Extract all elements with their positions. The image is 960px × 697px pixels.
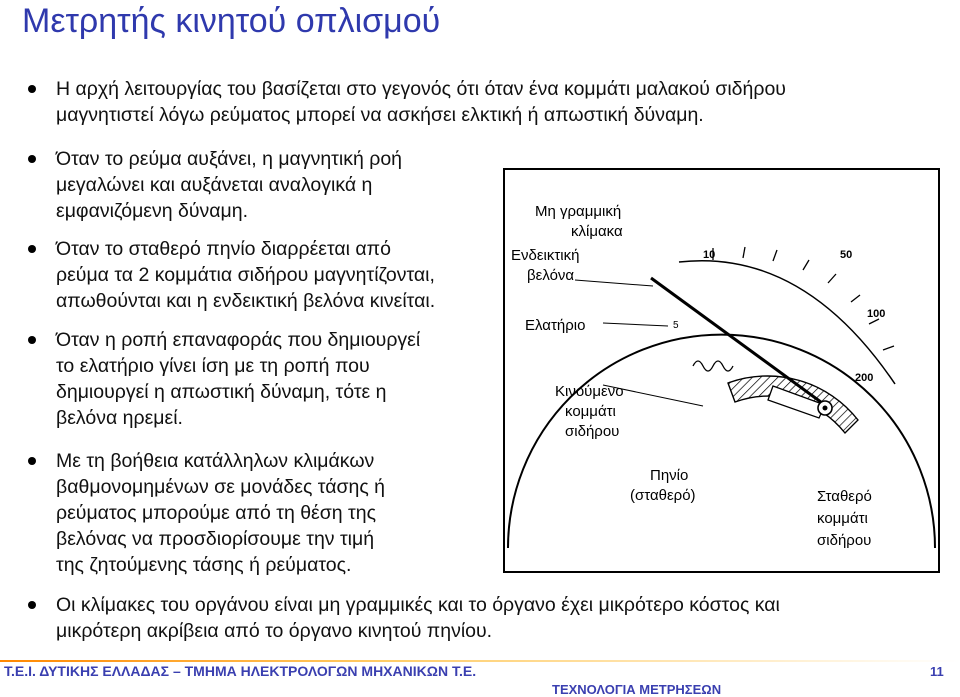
bullet-line: βελόνας να προσδιορίσουμε την τιμή bbox=[56, 528, 375, 550]
bullet-line: απωθούνται και η ενδεικτική βελόνα κινείται. bbox=[56, 290, 436, 312]
bullet-line: το ελατήριο γίνει ίση με τη ροπή που bbox=[56, 355, 370, 377]
label-pointer-line2: βελόνα bbox=[527, 267, 575, 284]
footer-institution: Τ.Ε.Ι. ΔΥΤΙΚΗΣ ΕΛΛΑΔΑΣ – ΤΜΗΜΑ ΗΛΕΚΤΡΟΛΟΓΩΝ ΜΗΧΑΝΙΚΩΝ Τ.Ε. bbox=[4, 663, 477, 679]
label-fixed-iron-line2: κομμάτι bbox=[817, 510, 868, 527]
bullet-3 bbox=[56, 236, 435, 314]
bullet-6 bbox=[56, 592, 780, 644]
scale-label-200: 200 bbox=[855, 372, 874, 384]
bullet-line: Οι κλίμακες του οργάνου είναι μη γραμμικές και το όργανο έχει μικρότερο κόστος και bbox=[56, 594, 780, 616]
scale-label-100: 100 bbox=[867, 308, 886, 320]
bullet-2 bbox=[56, 146, 402, 224]
scale-label-10: 10 bbox=[703, 249, 716, 261]
bullet-line: ρεύματος μπορούμε από τη θέση της bbox=[56, 502, 376, 524]
bullet-line: της ζητούμενης τάσης ή ρεύματος. bbox=[56, 554, 352, 576]
label-moving-iron-line2: κομμάτι bbox=[565, 403, 616, 420]
bullet-4 bbox=[56, 327, 420, 431]
bullet-line: εμφανιζόμενη δύναμη. bbox=[56, 200, 249, 222]
label-fixed-iron-line1: Σταθερό bbox=[817, 488, 872, 505]
label-nonlinear-scale-line1: Μη γραμμική bbox=[535, 203, 622, 220]
bullet-line: μικρότερη ακρίβεια από το όργανο κινητού πηνίου. bbox=[56, 620, 493, 642]
bullet-line: μαγνητιστεί λόγω ρεύματος μπορεί να ασκήσει ελκτική ή απωστική δύναμη. bbox=[56, 104, 704, 126]
footer-course: ΤΕΧΝΟΛΟΓΙΑ ΜΕΤΡΗΣΕΩΝ bbox=[552, 682, 722, 697]
moving-iron-meter-diagram bbox=[503, 168, 940, 573]
bullet-dot bbox=[28, 457, 36, 465]
label-coil-line1: Πηνίο bbox=[650, 467, 689, 484]
bullet-line: Όταν το σταθερό πηνίο διαρρέεται από bbox=[56, 238, 391, 260]
label-moving-iron-line3: σιδήρου bbox=[565, 423, 620, 440]
bullet-line: δημιουργεί η απωστική δύναμη, τότε η bbox=[56, 381, 387, 403]
label-spring: Ελατήριο bbox=[525, 317, 586, 334]
bullet-dot bbox=[28, 601, 36, 609]
label-coil-line2: (σταθερό) bbox=[630, 487, 696, 504]
bullet-line: ρεύμα τα 2 κομμάτια σιδήρου μαγνητίζονται, bbox=[56, 264, 435, 286]
bullet-line: Με τη βοήθεια κατάλληλων κλιμάκων bbox=[56, 450, 375, 472]
bullet-dot bbox=[28, 336, 36, 344]
bullet-dot bbox=[28, 85, 36, 93]
bullet-line: Η αρχή λειτουργίας του βασίζεται στο γεγονός ότι όταν ένα κομμάτι μαλακού σιδήρου bbox=[56, 78, 786, 100]
slide-title: Μετρητής κινητού οπλισμού bbox=[22, 2, 441, 40]
bullet-dot bbox=[28, 245, 36, 253]
label-moving-iron-line1: Κινούμενο bbox=[555, 383, 624, 400]
bullet-dot bbox=[28, 155, 36, 163]
bullet-line: Όταν η ροπή επαναφοράς που δημιουργεί bbox=[56, 329, 421, 351]
label-fixed-iron-line3: σιδήρου bbox=[817, 532, 872, 549]
pivot-center-icon bbox=[823, 406, 828, 411]
bullet-line: βελόνα ηρεμεί. bbox=[56, 407, 183, 429]
footer-rule bbox=[0, 660, 960, 662]
bullet-1 bbox=[56, 76, 786, 128]
label-pointer-line1: Ενδεικτική bbox=[511, 247, 580, 264]
bullet-5 bbox=[56, 448, 385, 578]
page-number: 11 bbox=[930, 664, 944, 679]
diagram-frame bbox=[504, 169, 939, 572]
bullet-line: βαθμονομημένων σε μονάδες τάσης ή bbox=[56, 476, 386, 498]
scale-label-5: 5 bbox=[673, 320, 679, 331]
scale-label-50: 50 bbox=[840, 249, 853, 261]
label-nonlinear-scale-line2: κλίμακα bbox=[571, 223, 623, 240]
bullet-line: Όταν το ρεύμα αυξάνει, η μαγνητική ροή bbox=[56, 148, 403, 170]
bullet-line: μεγαλώνει και αυξάνεται αναλογικά η bbox=[56, 174, 373, 196]
